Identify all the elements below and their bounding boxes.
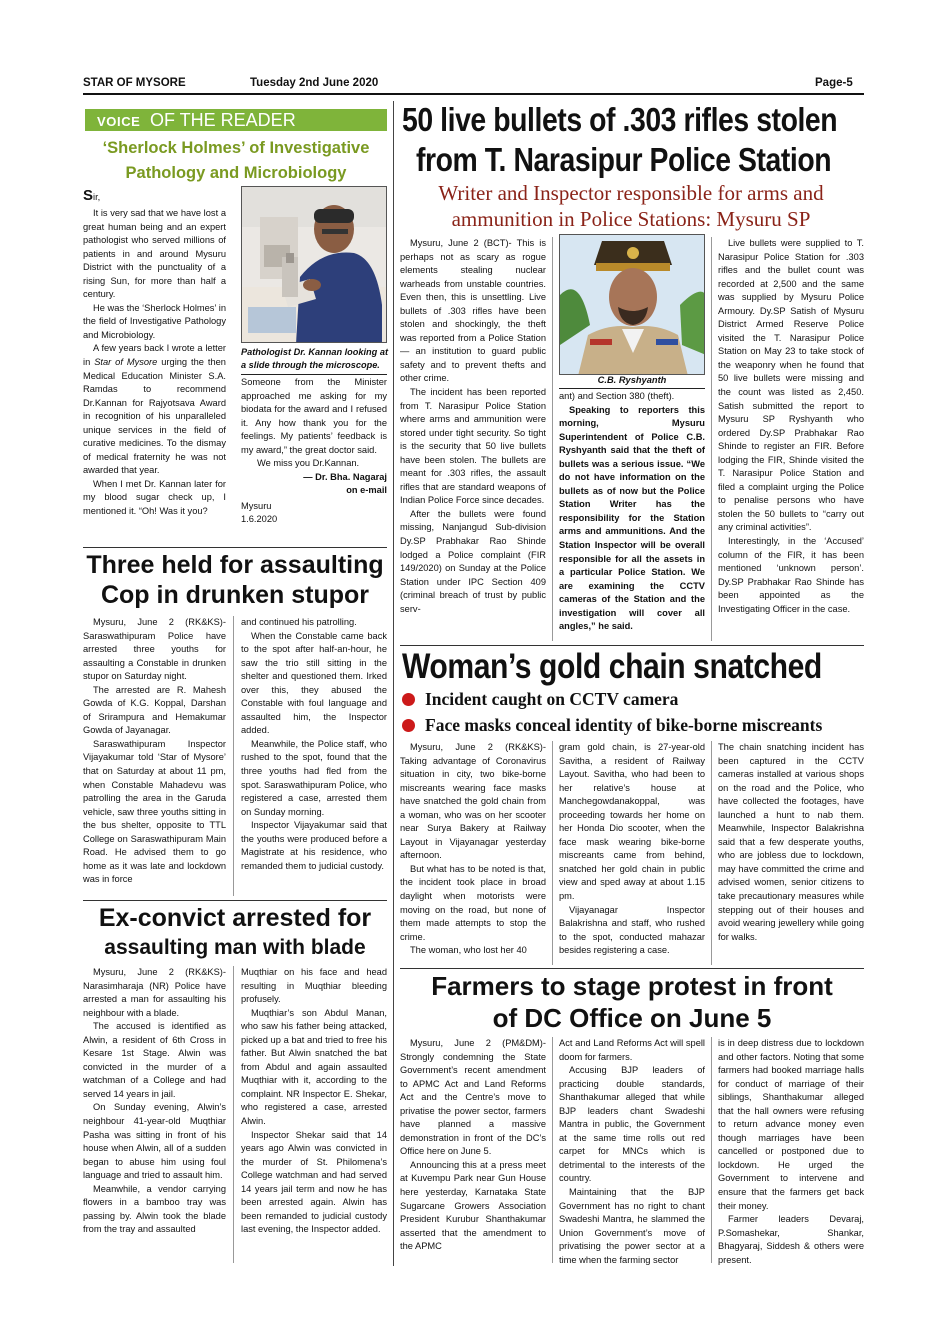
paragraph: But what has to be noted is that, the incident took place in broad daylight when motorists were moving on the road, but none of them made attempts to stop the crime. bbox=[400, 863, 546, 942]
ryshyanth-photo-art bbox=[560, 235, 705, 375]
kannan-photo bbox=[241, 186, 387, 343]
column-rule bbox=[711, 237, 712, 641]
letter-signature: — Dr. Bha. Nagaraj bbox=[303, 471, 387, 482]
column-rule bbox=[552, 237, 553, 641]
paragraph: Announcing this at a press meet at Kuvempu Park near Gun House here yesterday, Karnataka State Sugarcane Growers Association President Kurubur Shanthakumar asserted that the amendment to the APMC bbox=[400, 1159, 546, 1252]
voice-salutation bbox=[83, 187, 100, 205]
paragraph: On Sunday evening, Alwin’s neighbour 41-year-old Muqthiar Pasha was sitting in front of his house when Alwin, all of a sudden began to abuse him using foul language and tried to assault him. bbox=[83, 1102, 226, 1181]
section-rule bbox=[83, 900, 387, 901]
paragraph: ant) and Section 380 (theft). bbox=[559, 391, 675, 401]
text-run: urging the then Medical Education Minister S.A. Ramdas to recommend Dr.Kannan for Rajyotsava Award in recognition of his unparalleled unique services in the field of curative medicines. To the dismay of medical fraternity he was not awarded that year. bbox=[83, 357, 226, 476]
convict-col1 bbox=[83, 966, 226, 1237]
paragraph: Vijayanagar Inspector Balakrishna and staff, who rushed to the spot, conducted mahazar besides registering a case. bbox=[559, 904, 705, 956]
ryshyanth-photo bbox=[559, 234, 705, 375]
bullets-subhead-2: ammunition in Police Stations: Mysuru SP bbox=[451, 207, 811, 231]
chain-bullet-1-text: Incident caught on CCTV camera bbox=[425, 689, 679, 709]
paragraph: Muqthiar’s son Abdul Manan, who saw his father being attacked, picked up a bat and tried to free his father. But Alwin snatched the bat from Abdul and again assaulted Muqthiar with it, according to the complaint. NR Inspector E. Shekar, who registered a case, arrested Alwin. bbox=[241, 1007, 387, 1127]
voice-banner-voice: VOICE bbox=[97, 114, 141, 129]
masthead: STAR OF MYSORE bbox=[83, 77, 186, 89]
text-run: A few years back I wrote a letter in bbox=[83, 343, 226, 368]
page-number: Page-5 bbox=[815, 77, 853, 89]
paragraph: Inspector Shekar said that 14 years ago Alwin was convicted in the murder of St. Philomena’s College watchman and had served 14 years jail term and now he has been arrested again. Alwin has been remanded to judicial custody last evening, the Inspector added. bbox=[241, 1129, 387, 1235]
paragraph: Interestingly, in the ‘Accused’ column of the FIR, it has been mentioned ‘unknown person’. Dy.SP Prabhakar Rao Shinde has been appointed as the Investigating Officer in the case. bbox=[718, 536, 864, 614]
bullets-subhead-1: Writer and Inspector responsible for arms and bbox=[438, 181, 824, 205]
voice-title: ‘Sherlock Holmes’ of Investigative Pathology and Microbiology bbox=[102, 139, 370, 182]
cop-col2 bbox=[241, 616, 387, 873]
paragraph: The accused is identified as Alwin, a resident of 6th Cross in Kesare 1st Stage. Alwin was convicted in the murder of a watchman of a College and had served 14 years in jail. bbox=[83, 1021, 226, 1099]
convict-headline-1: Ex-convict arrested for bbox=[98, 904, 372, 932]
chain-bullet-1 bbox=[402, 689, 678, 710]
column-rule bbox=[552, 741, 553, 965]
paragraph: Mysuru, June 2 (RK&KS)- Narasimharaja (NR) Police have arrested a man for assaulting his neighbour with a blade. bbox=[83, 967, 226, 1018]
column-rule bbox=[552, 1037, 553, 1263]
voice-col2 bbox=[241, 376, 387, 527]
voice-col1 bbox=[83, 207, 226, 519]
farmers-headline-2: of DC Office on June 5 bbox=[492, 1003, 772, 1033]
paragraph: Farmer leaders Devaraj, P.Somashekar, Shankar, Bhagyaraj, Siddesh & others were present. bbox=[718, 1214, 864, 1265]
paragraph: Meanwhile, a vendor carrying flowers in a bamboo tray was passing by. Alwin took the blade from the tray and assaulted bbox=[83, 1183, 226, 1235]
paragraph: When I met Dr. Kannan later for my blood sugar check up, I mentioned it. “Oh! Was it you? bbox=[83, 478, 226, 517]
paragraph: After the bullets were found missing, Nanjangud Sub-division Dy.SP Prabhakar Rao Shinde lodged a Police complaint (FIR 149/2020) on Sunday at the Police Station under IPC Section 409 (criminal breach of trust by public serv- bbox=[400, 508, 546, 614]
paragraph: and continued his patrolling. bbox=[241, 617, 357, 627]
paragraph: Accusing BJP leaders of practicing double standards, Shanthakumar alleged that while BJP leaders chant Swadeshi Mantra in public, the Government at the same time rolls out red carpet for MNCs which is detrimental to the interests of the country. bbox=[559, 1065, 705, 1184]
paragraph: He was the ‘Sherlock Holmes’ in the field of Investigative Pathology and Microbiology. bbox=[83, 302, 226, 340]
cop-headline-1: Three held for assaulting bbox=[86, 551, 384, 579]
section-rule bbox=[400, 968, 864, 969]
section-rule bbox=[83, 547, 387, 548]
paragraph: Meanwhile, the Police staff, who rushed to the spot, found that the three youths had fled from the spot. Saraswathipuram Police, who registered a case, arrested them on Sunday morning. bbox=[241, 738, 387, 817]
bullets-headline-1: 50 live bullets of .303 rifles stolen bbox=[402, 101, 838, 138]
paragraph: Inspector Vijayakumar said that the youths were produced before a Magistrate at his residence, who remanded them to judicial custody. bbox=[241, 820, 387, 871]
farmers-col1 bbox=[400, 1037, 546, 1254]
salutation-dropcap: S bbox=[83, 187, 94, 204]
chain-col3 bbox=[718, 741, 864, 944]
paragraph: The chain snatching incident has been captured in the CCTV cameras installed at various shops on the road and the Police, who have collected the footages, have launched a hunt to nab them. Meanwhile, Inspector Balakrishna said that a few desperate youths, who are jobless due to lockdown, may have committed the crime and advised women, senior citizens to take precautionary measures while stepping out of their houses and avoid wearing jewellery while going for walks. bbox=[718, 742, 864, 942]
kannan-photo-caption: Pathologist Dr. Kannan looking at a slide through the microscope. bbox=[241, 347, 389, 370]
letter-email: on e-mail bbox=[346, 485, 387, 496]
column-rule bbox=[233, 616, 234, 896]
convict-col2 bbox=[241, 966, 387, 1237]
bullets-col1 bbox=[400, 237, 546, 616]
letter-place: Mysuru bbox=[241, 500, 272, 511]
paragraph: When the Constable came back to the spot after half-an-hour, he saw the trio still sitting in the shelter and questioned them. Irked over this, they abused the Constable with foul language and assaulted him, the Inspector added. bbox=[241, 630, 387, 736]
paragraph bbox=[83, 342, 226, 477]
voice-banner bbox=[85, 109, 387, 131]
farmers-col2 bbox=[559, 1037, 705, 1267]
text-run: Star of Mysore bbox=[94, 357, 158, 368]
paragraph: The woman, who lost her 40 bbox=[410, 945, 527, 956]
farmers-col3 bbox=[718, 1037, 864, 1267]
convict-headline-2: assaulting man with blade bbox=[104, 936, 366, 959]
red-bullet-icon bbox=[402, 693, 415, 706]
paragraph: The arrested are R. Mahesh Gowda of K.G. Koppal, Darshan of Srirampura and Hemakumar Gowda of Jayanagar. bbox=[83, 684, 226, 736]
chain-col1 bbox=[400, 741, 546, 958]
header-rule bbox=[83, 93, 864, 95]
column-rule bbox=[711, 1037, 712, 1263]
column-rule bbox=[711, 741, 712, 965]
ryshyanth-caption: C.B. Ryshyanth bbox=[597, 375, 667, 385]
paragraph: The incident has been reported from T. Narasipur Police Station where arms and ammunition were stored under tight security. So tight is the security that 50 live bullets have been stolen. The bullets are meant for .303 rifles, the assault rifles that are standard weapons of Indian Police Force since decades. bbox=[400, 387, 546, 506]
cop-col1 bbox=[83, 616, 226, 887]
cop-headline-2: Cop in drunken stupor bbox=[100, 581, 370, 609]
paragraph: gram gold chain, is 27-year-old Savitha, a resident of Railway Layout. Savitha, who had been to her relative’s house at Manchegowdanakoppal, was proceeding towards her home on her Honda Dio scooter, when the face mask wearing bike-borne miscreants came from behind, snatched her gold chain in public view and sped away at about 1.15 pm. bbox=[559, 742, 705, 902]
paragraph: Muqthiar on his face and head resulting in Muqthiar bleeding profusely. bbox=[241, 967, 387, 1005]
kannan-photo-art bbox=[242, 187, 387, 343]
paragraph: Mysuru, June 2 (PM&DM)- Strongly condemning the State Government’s recent amendment to APMC Act and Land Reforms Act and the Centre’s move to privatise the power sector, farmers have planned a massive demonstration in front of the DC’s Office here on June 5. bbox=[400, 1038, 546, 1157]
chain-headline: Woman’s gold chain snatched bbox=[402, 647, 822, 686]
bullets-headline-2: from T. Narasipur Police Station bbox=[416, 141, 832, 178]
paragraph: We miss you Dr.Kannan. bbox=[257, 458, 360, 469]
caption-rule bbox=[241, 374, 387, 375]
chain-bullet-2 bbox=[402, 715, 822, 736]
issue-date: Tuesday 2nd June 2020 bbox=[250, 77, 379, 89]
column-rule bbox=[393, 101, 394, 1266]
paragraph: Maintaining that the BJP Government has no right to chant Swadeshi Mantra, he slammed the Union Government’s move of privatising the power sector at a time when the farming sector bbox=[559, 1187, 705, 1265]
paragraph: Speaking to reporters this morning, Mysuru Superintendent of Police C.B. Ryshyanth said that the theft of bullets was a serious issue. “We do not have information on the bullets as of now but the Police Station Writer has the responsibility for the Station arms and ammunitions. And the Station Inspector will be overall responsible for all the assets in a particular Police Station. We are examining the CCTV cameras of the Station and the investigation will cover all angles,” he said. bbox=[559, 404, 705, 632]
paragraph: Live bullets were supplied to T. Narasipur Police Station for .303 rifles and the bullet count was recorded at 2,500 and the same was supplied by Mysuru Police Armoury. Dy.SP Satish of Mysuru District Armed Reserve Police visited the T. Narasipur Police Station on May 23 to take stock of the weaponry when he found that 50 live bullets were missing and the count was listed as 2,450. Satish submitted the report to Mysuru SP Ryshyanth who ordered Dy.SP Prabhakar Rao Shinde to register an FIR. Before lodging the FIR, Shinde visited the T. Narasipur Police Station and filed a complaint urging the Police to penalise persons who have stolen the 50 bullets to “carry out any criminal activities”. bbox=[718, 238, 864, 533]
chain-col2 bbox=[559, 741, 705, 958]
paragraph: Act and Land Reforms Act will spell doom for farmers. bbox=[559, 1038, 705, 1062]
paragraph: It is very sad that we have lost a great human being and an expert pathologist who served millions of patients in and around Mysuru District with the punctuality of a rising Sun, for more than half a century. bbox=[83, 208, 226, 300]
letter-date: 1.6.2020 bbox=[241, 514, 278, 525]
section-rule bbox=[400, 645, 864, 646]
paragraph: Someone from the Minister approached me asking for my biodata for the award and I refused it. Any how thank you for the feelings. My patients’ feedback is my award,” the great doctor said. bbox=[241, 377, 387, 455]
paragraph: Mysuru, June 2 (RK&KS)- Taking advantage of Coronavirus situation in city, two bike-borne miscreants wearing face masks have snatched the gold chain from a woman, who was on her scooter near Surya Bakery at Railway Layout in Vijayanagar yesterday afternoon. bbox=[400, 742, 546, 861]
voice-banner-rest: OF THE READER bbox=[145, 110, 296, 130]
caption-rule bbox=[559, 388, 705, 389]
farmers-headline-1: Farmers to stage protest in front bbox=[431, 971, 833, 1001]
bullets-col3 bbox=[718, 237, 864, 616]
paragraph: Mysuru, June 2 (BCT)- This is perhaps not as scary as rogue elements stealing nuclear warheads from unstable countries. Even then, this is unsettling. Live bullets of .303 rifles have been stolen and shockingly, the theft was reported from a Police Station — an institution to guard public safety and to prevent thefts and other crime. bbox=[400, 238, 546, 384]
bullets-col2 bbox=[559, 390, 705, 634]
paragraph: Saraswathipuram Inspector Vijayakumar told ‘Star of Mysore’ that on Saturday at about 11 pm, when Constable Mahadevu was patrolling the area in the Garuda vehicle, saw three youths sitting in the bus shelter, opposite to TTL College on Saraswathipuram Main Road. He advised them to go home as it was late and lockdown was in force bbox=[83, 738, 226, 885]
paragraph: is in deep distress due to lockdown and other factors. Noting that some farmers had booked marriage halls for conduct of marriage of their siblings, Shanthakumar alleged that the hall owners were refusing to return advance money even though marriages have been cancelled or postponed due to lockdown. He urged the Government to intervene and ensure that the farmers get back their money. bbox=[718, 1038, 864, 1211]
column-rule bbox=[233, 966, 234, 1263]
salutation-rest: ir, bbox=[93, 192, 101, 202]
red-bullet-icon bbox=[402, 719, 415, 732]
paragraph: Mysuru, June 2 (RK&KS)- Saraswathipuram Police have arrested three youths for assaulting a Constable in drunken stupor on Saturday night. bbox=[83, 617, 226, 682]
chain-bullet-2-text: Face masks conceal identity of bike-borne miscreants bbox=[425, 715, 823, 735]
